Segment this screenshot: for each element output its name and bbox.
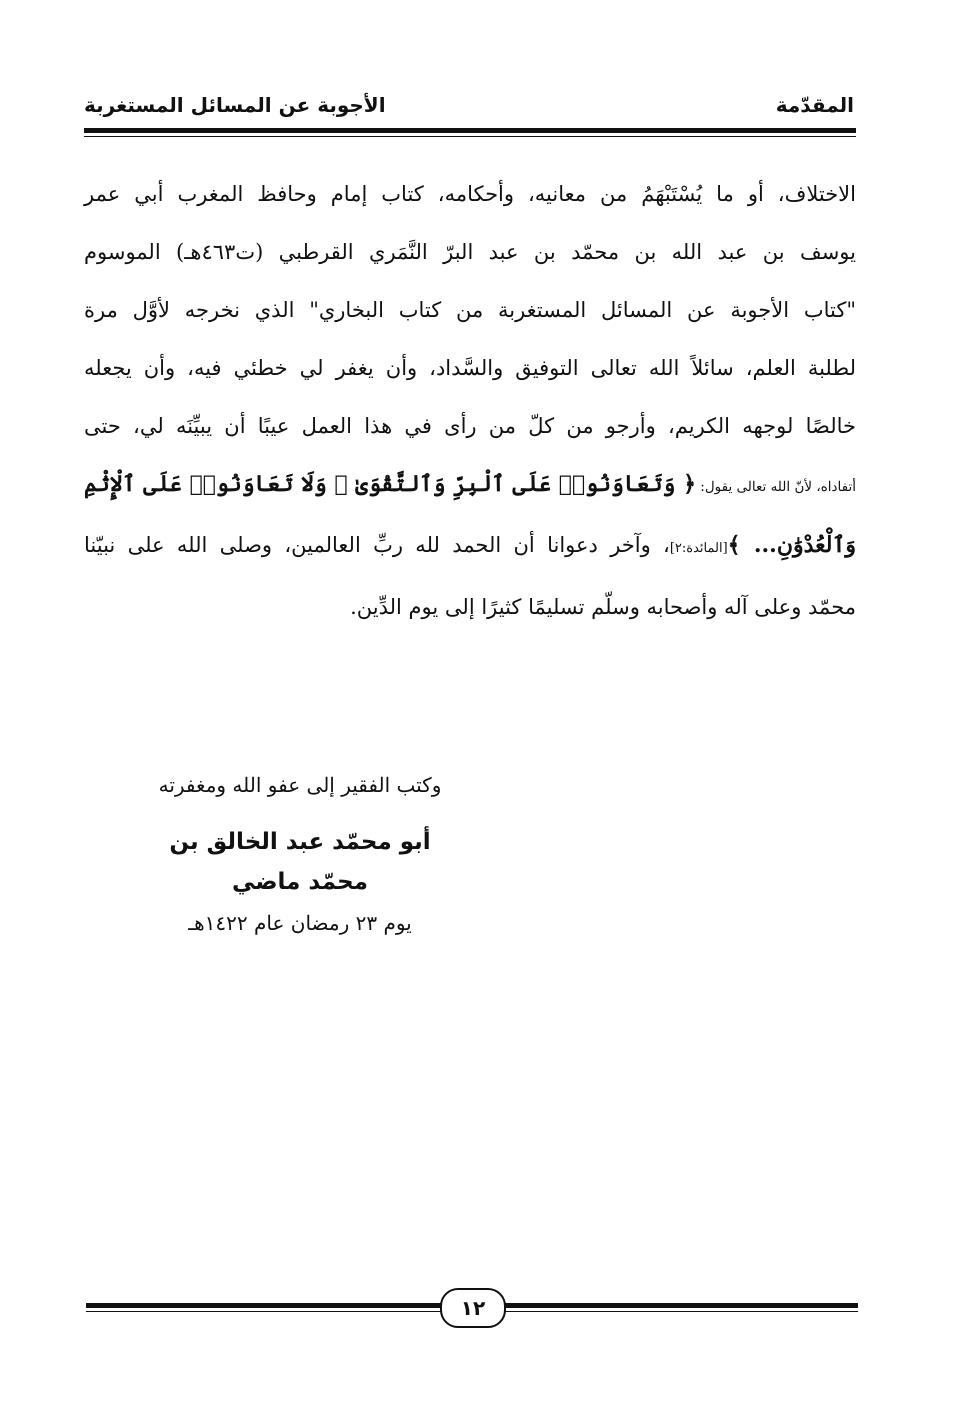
footer-rule-right-thin xyxy=(500,1311,858,1312)
text-line-3: "كتاب الأجوبة عن المسائل المستغربة من كتاب البخاري" الذي نخرجه لأوَّل مرة xyxy=(84,298,856,322)
header-rule-thin xyxy=(84,136,856,137)
signature-date: يوم ٢٣ رمضان عام ١٤٢٢هـ xyxy=(188,911,412,935)
signature-block xyxy=(140,770,460,938)
footer-rule-left-thin xyxy=(86,1311,442,1312)
quran-verse-part-2: وَٱلْعُدْوَٰنِ... ﴾ xyxy=(727,532,856,558)
footer-rule-right xyxy=(500,1303,858,1308)
book-title: الأجوبة عن المسائل المستغربة xyxy=(84,93,386,117)
quran-verse-part-1: ﴿ وَتَعَاوَنُوا۟ عَلَى ٱلْبِرِّ وَٱلتَّقْوَىٰ ۖ وَلَا تَعَاوَنُوا۟ عَلَى ٱلْإِثْمِ xyxy=(84,471,696,497)
page-number: ١٢ xyxy=(440,1288,506,1328)
chapter-title: المقدّمة xyxy=(775,93,854,117)
text-line-6 xyxy=(84,455,856,516)
text-line-1: الاختلاف، أو ما يُسْتَبْهَمُ من معانيه، وأحكامه، كتاب إمام وحافظ المغرب أبي عمر xyxy=(84,182,856,206)
line-7-suffix: ، وآخر دعوانا أن الحمد لله ربِّ العالمين، وصلى الله على نبيّنا xyxy=(84,533,670,557)
author-name: أبو محمّد عبد الخالق بن محمّد ماضي xyxy=(169,829,431,895)
text-line-7 xyxy=(84,516,856,578)
text-line-5: خالصًا لوجهه الكريم، وأرجو من كلّ من رأى في هذا العمل عيبًا أن يبيِّنَه لي، حتى xyxy=(84,414,856,438)
header-rule xyxy=(84,128,856,133)
text-line-8: محمّد وعلى آله وأصحابه وسلّم تسليمًا كثيرًا إلى يوم الدِّين. xyxy=(350,595,856,619)
running-header xyxy=(84,88,854,122)
text-line-2: يوسف بن عبد الله بن محمّد بن عبد البرّ النَّمَري القرطبي (ت٤٦٣هـ) الموسوم xyxy=(84,240,856,264)
text-line-4: لطلبة العلم، سائلاً الله تعالى التوفيق والسَّداد، وأن يغفر لي خطئي فيه، وأن يجعله xyxy=(84,356,856,380)
footer-rule-left xyxy=(86,1303,442,1308)
line-6-prefix: أتفاداه، لأنّ الله تعالى يقول: xyxy=(696,479,857,495)
signature-intro: وكتب الفقير إلى عفو الله ومغفرته xyxy=(158,773,442,797)
verse-citation: [المائدة:٢] xyxy=(669,541,728,556)
body-text xyxy=(84,165,856,636)
